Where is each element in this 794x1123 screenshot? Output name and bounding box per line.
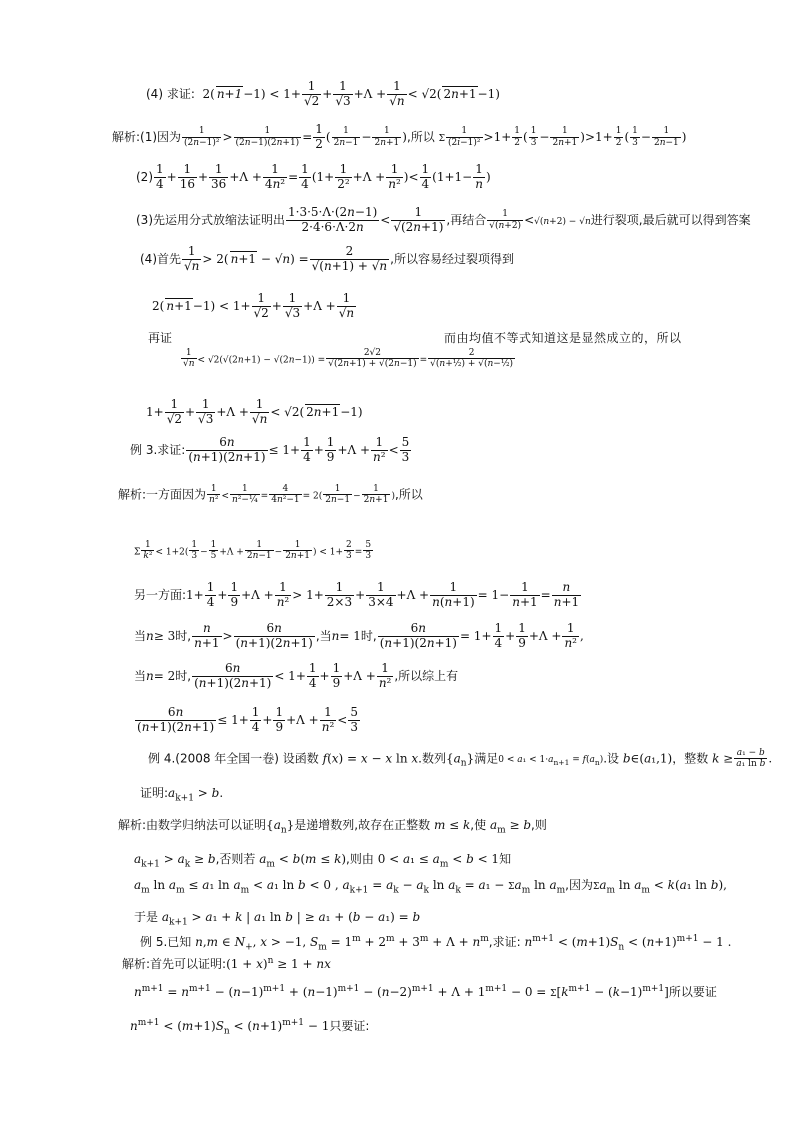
proof-statement-4: (4) 求证: 2( n+1−1) < 1+ $\frac{1}{√2}$ + $\frac{1}{√3}$ +Λ + $\frac{1}{√n}$ < √2( 2n+1−1)	[146, 79, 500, 108]
example-4-solution-b: $a_{k+1} > a_k \ge b$,否则若 $a_m < b(m \le k)$,则由 $0 < a_1 \le a_m < b < 1$知	[134, 852, 512, 870]
example-3-sum-bound: Σ $\frac{1}{\text{k²}}$ < 1+2( $\frac{1}{3}$ − $\frac{1}{5}$ +Λ + $\frac{1}{2n-1}$ − $\frac{1}{2n+1}$ ) < 1+ $\frac{2}{3}$ = $\frac{5}{3}$	[134, 540, 372, 562]
example-3-other-side: 另一方面:1+ $\frac{1}{4}$ + $\frac{1}{9}$ +Λ + $\frac{1}{\text{n²}}$ > 1+ $\frac{1}{2\times 3}$ + $\frac{1}{3\times 4}$ +Λ + $\frac{1}{n(n+1)}$ = 1− $\frac{1}{n+1}$ = $\frac{n}{n+1}$	[134, 580, 580, 609]
solution-part-3: (3)先运用分式放缩法证明出 $\frac{1\cdot 3\cdot 5\cdot\Lambda\cdot(2n-1)}{2\cdot 4\cdot 6\cdot\Lambda\cdot 2n}$ < $\frac{1}{√(2n+1)}$ ,再结合 $\frac{1}{√(n+2)}$ <√(n+2) − √n进行裂项,最后就可以得到答案	[136, 205, 751, 234]
example-5-telescoping: $n^{m+1} = n^{m+1} - (n-1)^{m+1} + (n-1)^{m+1} - (n-2)^{m+1} + \Lambda + 1^{m+1} - 0 = \Sigma[k^{m+1} - (k-1)^{m+1}]$所以要证	[134, 984, 717, 999]
example-4-solution-a: 解析:由数学归纳法可以证明$\{a_n\}$是递增数列,故存在正整数 m ≤ k,使 $a_m \ge b$,则	[118, 818, 547, 836]
example-3-conclusion: $\frac{6n}{(n+1)(2n+1)}$ ≤ 1+ $\frac{1}{4}$ + $\frac{1}{9}$ +Λ + $\frac{1}{\text{n²}}$ < $\frac{5}{3}$	[137, 705, 358, 734]
inequality-lower: 2( n+1−1) < 1+ $\frac{1}{√2}$ + $\frac{1}{√3}$ +Λ + $\frac{1}{√n}$	[152, 291, 355, 320]
inequality-upper: 1+ $\frac{1}{√2}$ + $\frac{1}{√3}$ +Λ + $\frac{1}{√n}$ < √2( 2n+1−1)	[146, 397, 363, 426]
then-prove-label: 再证	[148, 331, 173, 345]
solution-part-2: (2) $\frac{1}{4}$ + $\frac{1}{16}$ + $\frac{1}{36}$ +Λ + $\frac{1}{\text{4n²}}$ = $\frac{1}{4}$ (1+ $\frac{1}{\text{2²}}$ +Λ + $\frac{1}{\text{n²}}$ )< $\frac{1}{4}$ (1+1− $\frac{1}{n}$ )	[136, 162, 491, 191]
solution-part-1: 解析:(1)因为 $\frac{1}{\text{(2n−1)²}}$ > $\frac{1}{(2n-1)(2n+1)}$ = $\frac{1}{2}$ ( $\frac{1}{2n-1}$ − $\frac{1}{2n+1}$ ),所以 Σ $\frac{1}{\text{(2i−1)²}}$ >1+ $\frac{1}{2}$ ( $\frac{1}{3}$ − $\frac{1}{2n+1}$ )>1+ $\frac{1}{2}$ ( $\frac{1}{3}$ − $\frac{1}{2n-1}$ )	[112, 122, 687, 151]
inequality-upper-step: $\frac{1}{√n}$ < √2(√(2n+1) − √(2n−1)) = $\frac{2√2}{√(2n+1) + √(2n-1)}$ = $\frac{2}{\text{√(n+½) + √(n−½)}}$	[183, 348, 514, 370]
example-4-statement: 例 4.(2008 年全国一卷) 设函数 f(x) = x − x ln x.数列$\{a_n\}$满足$0 < a_1 < 1\cdot a_{n+1} = f(a_n)$.设 b∈(a₁,1)，整数 k ≥ $\frac{\text{a₁ − b}}{\text{a₁ ln b}}$ .	[148, 748, 773, 770]
solution-part-4: (4)首先 $\frac{1}{√n}$ > 2( n+1 − √n) = $\frac{2}{√(n+1) + √n}$ ,所以容易经过裂项得到	[140, 244, 514, 273]
example-3-case-n2: 当n= 2时, $\frac{6n}{(n+1)(2n+1)}$ < 1+ $\frac{1}{4}$ + $\frac{1}{9}$ +Λ + $\frac{1}{\text{n²}}$ ,所以综上有	[134, 661, 459, 690]
example-3-case-n3: 当n≥ 3时, $\frac{n}{n+1}$ > $\frac{6n}{(n+1)(2n+1)}$ ,当n= 1时, $\frac{6n}{(n+1)(2n+1)}$ = 1+ $\frac{1}{4}$ + $\frac{1}{9}$ +Λ + $\frac{1}{\text{n²}}$ ,	[134, 621, 584, 650]
example-5-solution-a: 解析:首先可以证明:(1 + x)$^n$ ≥ 1 + nx	[122, 956, 331, 971]
example-4-to-prove: 证明$:a_{k+1} > b$.	[140, 786, 224, 804]
example-5-reduce: $n^{m+1} < (m+1)S_n < (n+1)^{m+1} - 1$只要证:	[130, 1018, 370, 1037]
example-3-solution-a: 解析:一方面因为 $\frac{1}{\text{n²}}$ < $\frac{1}{\text{n²−¼}}$ = $\frac{4}{\text{4n²−1}}$ = 2( $\frac{1}{2n-1}$ − $\frac{1}{2n+1}$ ),所以	[118, 484, 423, 506]
example-3-statement: 例 3.求证: $\frac{6n}{(n+1)(2n+1)}$ ≤ 1+ $\frac{1}{4}$ + $\frac{1}{9}$ +Λ + $\frac{1}{\text{n²}}$ < $\frac{5}{3}$	[130, 435, 410, 464]
example-4-solution-c: $a_m$ $\ln a_m \le a_1$ $\ln a_m < a_1$ ln b < 0 , $a_{k+1} = a_k - a_k$ $\ln a_k = a_1 - \Sigma a_m$ $\ln a_m$,因为$\Sigma a_m$ $\ln a_m < k(a_1$ ln b),	[134, 878, 727, 896]
am-gm-remark: 而由均值不等式知道这是显然成立的，所以	[444, 331, 682, 345]
example-5-statement: 例 5.已知 n,m ∈ $N_+$, x > −1, $S_m = 1^m + 2^m + 3^m + \Lambda + n^m$,求证: $n^{m+1} < (m+1)S_n < (n+1)^{m+1} - 1$ .	[140, 934, 732, 953]
example-4-conclusion: 于是 $a_{k+1} > a_1 + k$ | a₁ ln b | ≥ a₁ + (b − a₁) = b	[134, 910, 421, 928]
